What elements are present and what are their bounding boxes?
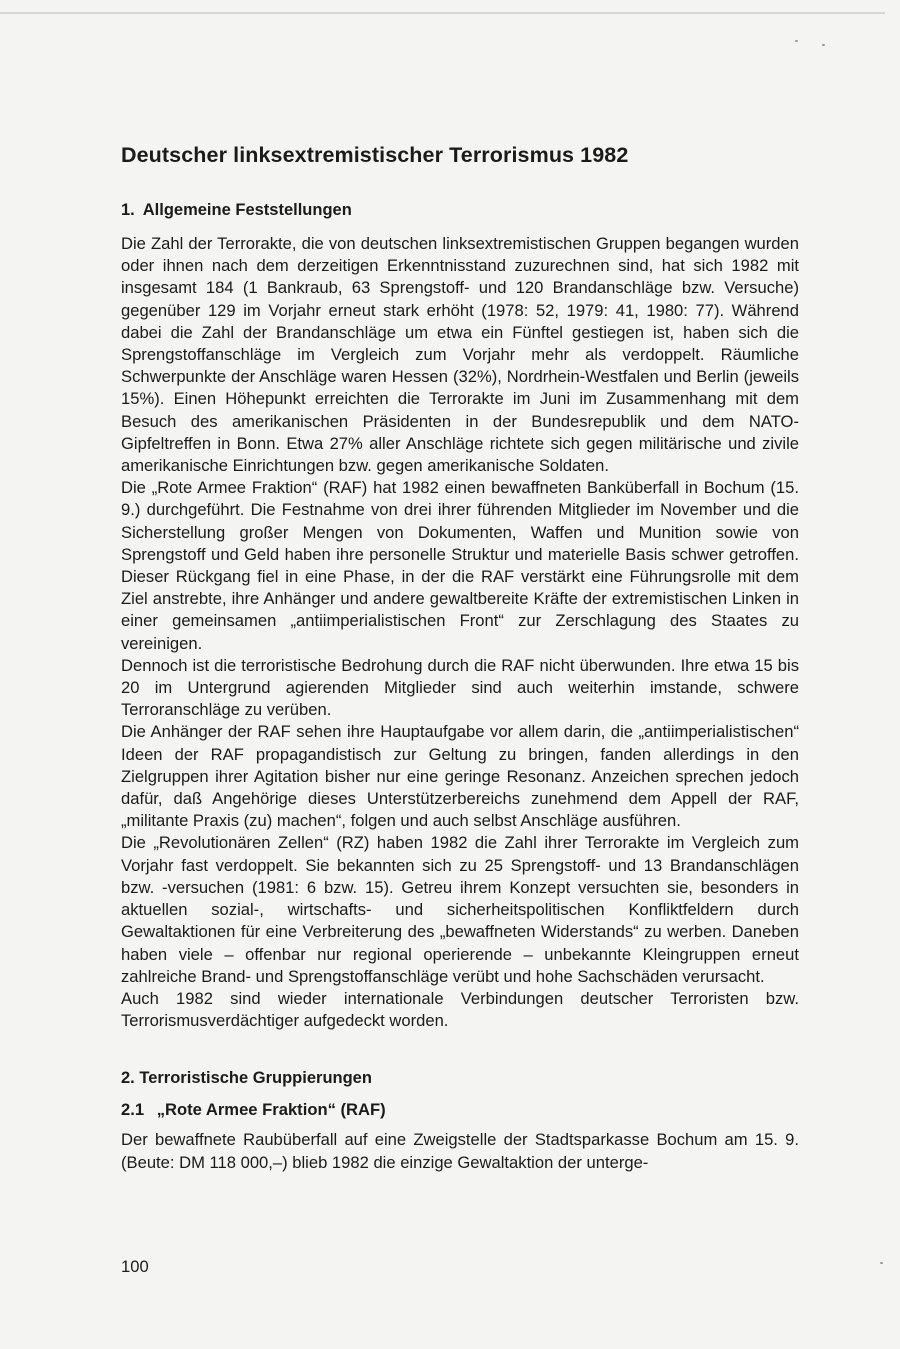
page-number: 100	[121, 1257, 149, 1276]
document-title: Deutscher linksextremistischer Terrorismus 1982	[121, 143, 629, 167]
scan-speck	[795, 40, 798, 42]
section-2-body	[121, 1129, 799, 1173]
subsection-number: 2.1	[121, 1100, 145, 1120]
paragraph: Auch 1982 sind wieder internationale Verbindungen deutscher Terroristen bzw. Terrorismusverdächtiger aufgedeckt worden.	[121, 988, 799, 1031]
document-page	[121, 140, 799, 1174]
paragraph: Die Anhänger der RAF sehen ihre Hauptaufgabe vor allem darin, die „antiimperialistischen“ Ideen der RAF propagandistisch zur Geltung zu bringen, fanden allerdings in den Zielgruppen ihrer Agitation bisher nur eine geringe Resonanz. Anzeichen sprechen jedoch dafür, daß Angehörige dieses Unterstützerbereichs zunehmend dem Appell der RAF, „militante Praxis (zu) machen“, folgen und auch selbst Anschläge ausführen.	[121, 722, 799, 831]
section-1-body	[121, 233, 799, 1032]
section-title: Allgemeine Feststellungen	[142, 201, 352, 219]
section-title: Terroristische Gruppierungen	[139, 1069, 372, 1088]
scan-speck	[822, 44, 825, 46]
paragraph: Die Zahl der Terrorakte, die von deutschen linksextremistischen Gruppen begangen wurden oder ihnen nach dem derzeitigen Erkenntnisstand zuzurechnen sind, hat sich 1982 mit insgesamt 184 (1 Bankraub, 63 Sprengstoff- und 120 Brandanschläge bzw. Versuche) gegenüber 129 im Vorjahr erneut stark erhöht (1978: 52, 1979: 41, 1980: 77). Während dabei die Zahl der Brandanschläge um etwa ein Fünftel gestiegen ist, haben sich die Sprengstoffanschläge im Vergleich zum Vorjahr mehr als verdoppelt. Räumliche Schwerpunkte der Anschläge waren Hessen (32%), Nordrhein-Westfalen und Berlin (jeweils 15%). Einen Höhepunkt erreichten die Terrorakte im Juni im Zusammenhang mit dem Besuch des amerikanischen Präsidenten in der Bundesrepublik und dem NATO-Gipfeltreffen in Bonn. Etwa 27% aller Anschläge richtete sich gegen militärische und zivile amerikanische Einrichtungen bzw. gegen amerikanische Soldaten.	[121, 234, 799, 476]
scan-edge-line	[0, 12, 885, 14]
scan-speck	[880, 1262, 883, 1264]
subsection-heading	[121, 1097, 799, 1123]
paragraph: Die „Revolutionären Zellen“ (RZ) haben 1982 die Zahl ihrer Terrorakte im Vergleich zum Vorjahr fast verdoppelt. Sie bekannten sich zu 25 Sprengstoff- und 13 Brandanschlägen bzw. -versuchen (1981: 6 bzw. 15). Getreu ihrem Konzept versuchten sie, besonders in aktuellen sozial-, wirtschafts- und sicherheitspolitischen Konfliktfeldern durch Gewaltaktionen für eine Verbreiterung des „bewaffneten Widerstands“ zu werben. Daneben haben viele – offenbar nur regional operierende – unbekannte Kleingruppen erneut zahlreiche Brand- und Sprengstoffanschläge verübt und hohe Sachschäden verursacht.	[121, 833, 799, 986]
section-heading-1	[121, 197, 799, 223]
subsection-title: „Rote Armee Fraktion“ (RAF)	[156, 1100, 386, 1120]
section-number: 1.	[121, 201, 135, 219]
section-number: 2.	[121, 1069, 135, 1088]
section-heading-2	[121, 1065, 799, 1091]
paragraph: Die „Rote Armee Fraktion“ (RAF) hat 1982 einen bewaffneten Banküberfall in Bochum (15. 9.) durchgeführt. Die Festnahme von drei ihrer führenden Mitglieder im November und die Sicherstellung großer Mengen von Dokumenten, Waffen und Munition sowie von Sprengstoff und Geld haben ihre personelle Struktur und materielle Basis schwer getroffen. Dieser Rückgang fiel in eine Phase, in der die RAF verstärkt eine Führungsrolle mit dem Ziel anstrebte, ihre Anhänger und andere gewaltbereite Kräfte der extremistischen Linken in einer gemeinsamen „antiimperialistischen Front“ zur Zerschlagung des Staates zu vereinigen.	[121, 478, 799, 653]
paragraph: Der bewaffnete Raubüberfall auf eine Zweigstelle der Stadtsparkasse Bochum am 15. 9. (Beute: DM 118 000,–) blieb 1982 die einzige Gewaltaktion der unterge-	[121, 1130, 799, 1172]
paragraph: Dennoch ist die terroristische Bedrohung durch die RAF nicht überwunden. Ihre etwa 15 bis 20 im Untergrund agierenden Mitglieder sind auch weiterhin imstande, schwere Terroranschläge zu verüben.	[121, 655, 799, 720]
